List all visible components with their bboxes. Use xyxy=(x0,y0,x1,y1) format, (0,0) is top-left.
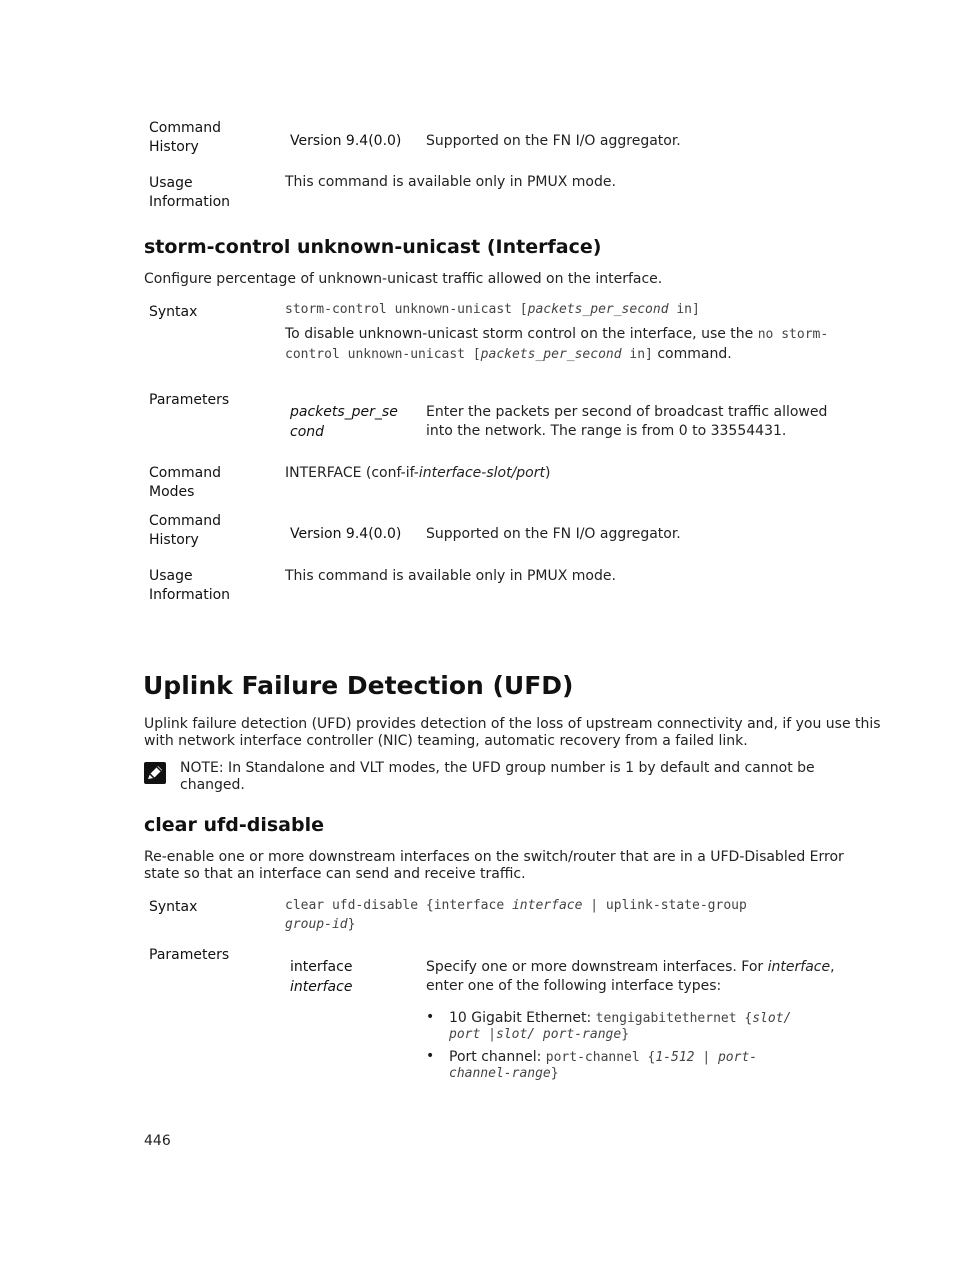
storm-history-desc: Supported on the FN I/O aggregator. xyxy=(426,526,681,542)
storm-syntax xyxy=(285,302,700,317)
clear-param-name-2: interface xyxy=(290,979,353,995)
b2-label: Port channel: xyxy=(449,1049,546,1065)
clear-syn-b: interface xyxy=(511,898,583,913)
bullet-dot-2: • xyxy=(426,1048,435,1064)
storm-section-title: storm-control unknown-unicast (Interface) xyxy=(144,236,602,258)
storm-param-desc-1: Enter the packets per second of broadcast traffic allowed xyxy=(426,404,828,420)
b1-label: 10 Gigabit Ethernet: xyxy=(449,1010,596,1026)
b2-arg1: 1-512 xyxy=(655,1050,695,1065)
top-usage-label: Usage Information xyxy=(149,175,231,210)
b1-cmd: tengigabitethernet { xyxy=(595,1011,753,1026)
param-desc-1b: interface xyxy=(767,959,831,975)
clear-syntax-line1 xyxy=(285,898,747,913)
clear-syntax-line2 xyxy=(285,917,355,932)
note-pencil-icon xyxy=(144,762,166,784)
bullet-1-line1 xyxy=(449,1009,791,1028)
clear-desc-1: Re-enable one or more downstream interfaces on the switch/router that are in a UFD-Disabled Error xyxy=(144,849,844,865)
storm-syntax-label: Syntax xyxy=(149,304,198,320)
clear-syn-d: group-id xyxy=(285,917,348,932)
top-history-desc: Supported on the FN I/O aggregator. xyxy=(426,133,681,149)
clear-param-name-1: interface xyxy=(290,959,353,975)
storm-param-name-1: packets_per_se xyxy=(290,404,398,420)
storm-history-label: Command History xyxy=(149,513,221,548)
bullet-2-line1 xyxy=(449,1048,757,1067)
top-history-label: Command History xyxy=(149,120,221,155)
note-label: NOTE: xyxy=(180,760,224,776)
disable-cmd1: no storm- xyxy=(757,327,829,342)
b1-arg3: slot/ port-range xyxy=(495,1027,622,1042)
storm-param-desc-2: into the network. The range is from 0 to 33554431. xyxy=(426,423,787,439)
storm-modes-value xyxy=(285,464,550,483)
storm-usage-label: Usage Information xyxy=(149,568,231,603)
ufd-chapter-title: Uplink Failure Detection (UFD) xyxy=(143,671,574,700)
syntax-argument: packets_per_second xyxy=(527,302,669,317)
clear-section-title: clear ufd-disable xyxy=(144,814,324,836)
note-text-1: In Standalone and VLT modes, the UFD group number is 1 by default and cannot be xyxy=(223,760,815,776)
modes-prefix: INTERFACE (conf-if- xyxy=(285,465,419,481)
top-version: Version 9.4(0.0) xyxy=(290,133,402,149)
storm-description: Configure percentage of unknown-unicast traffic allowed on the interface. xyxy=(144,271,663,287)
storm-disable-line2 xyxy=(285,345,732,364)
b2-arg3: channel-range xyxy=(449,1066,551,1081)
disable-cmd3: in] xyxy=(621,347,653,362)
clear-params-label: Parameters xyxy=(149,947,230,963)
b2-mid: | xyxy=(694,1050,718,1065)
disable-cmd2: control unknown-unicast [ xyxy=(285,347,481,362)
disable-text: To disable unknown-unicast storm control on the interface, use the xyxy=(285,326,758,342)
b2-cmd: port-channel { xyxy=(545,1050,656,1065)
note-line-2: changed. xyxy=(180,777,245,793)
clear-desc-2: state so that an interface can send and receive traffic. xyxy=(144,866,526,882)
b1-arg2: port xyxy=(449,1027,481,1042)
modes-suffix: ) xyxy=(544,465,551,481)
clear-param-desc-2: enter one of the following interface types: xyxy=(426,978,722,994)
note-line-1 xyxy=(180,759,815,778)
storm-version: Version 9.4(0.0) xyxy=(290,526,402,542)
disable-tail: command. xyxy=(652,346,732,362)
ufd-intro-2: with network interface controller (NIC) teaming, automatic recovery from a failed link. xyxy=(144,733,748,749)
bullet-1-line2 xyxy=(449,1027,629,1042)
disable-arg: packets_per_second xyxy=(480,347,622,362)
clear-param-desc-1 xyxy=(426,958,835,977)
b2-end: } xyxy=(550,1066,559,1081)
clear-syn-a: clear ufd-disable {interface xyxy=(285,898,512,913)
clear-syn-c: | uplink-state-group xyxy=(582,898,747,913)
clear-syn-e: } xyxy=(347,917,356,932)
storm-params-label: Parameters xyxy=(149,392,230,408)
param-desc-1c: , xyxy=(830,959,835,975)
storm-modes-label: Command Modes xyxy=(149,465,221,500)
clear-syntax-label: Syntax xyxy=(149,899,198,915)
ufd-intro-1: Uplink failure detection (UFD) provides detection of the loss of upstream connectivity and, if you use this xyxy=(144,716,881,732)
syntax-end: in] xyxy=(668,302,700,317)
b1-mid: | xyxy=(480,1027,496,1042)
b1-end: } xyxy=(621,1027,630,1042)
bullet-dot-1: • xyxy=(426,1009,435,1025)
b1-arg1: slot/ xyxy=(752,1011,792,1026)
modes-arg: interface-slot/port xyxy=(418,465,545,481)
storm-usage-desc: This command is available only in PMUX mode. xyxy=(285,568,616,584)
page-number: 446 xyxy=(144,1133,171,1149)
b2-arg2: port- xyxy=(717,1050,758,1065)
param-desc-1a: Specify one or more downstream interfaces. For xyxy=(426,959,768,975)
storm-disable-line1 xyxy=(285,325,828,344)
storm-param-name-2: cond xyxy=(290,424,325,440)
bullet-2-line2 xyxy=(449,1066,559,1081)
top-usage-desc: This command is available only in PMUX mode. xyxy=(285,174,616,190)
syntax-command: storm-control unknown-unicast [ xyxy=(285,302,528,317)
